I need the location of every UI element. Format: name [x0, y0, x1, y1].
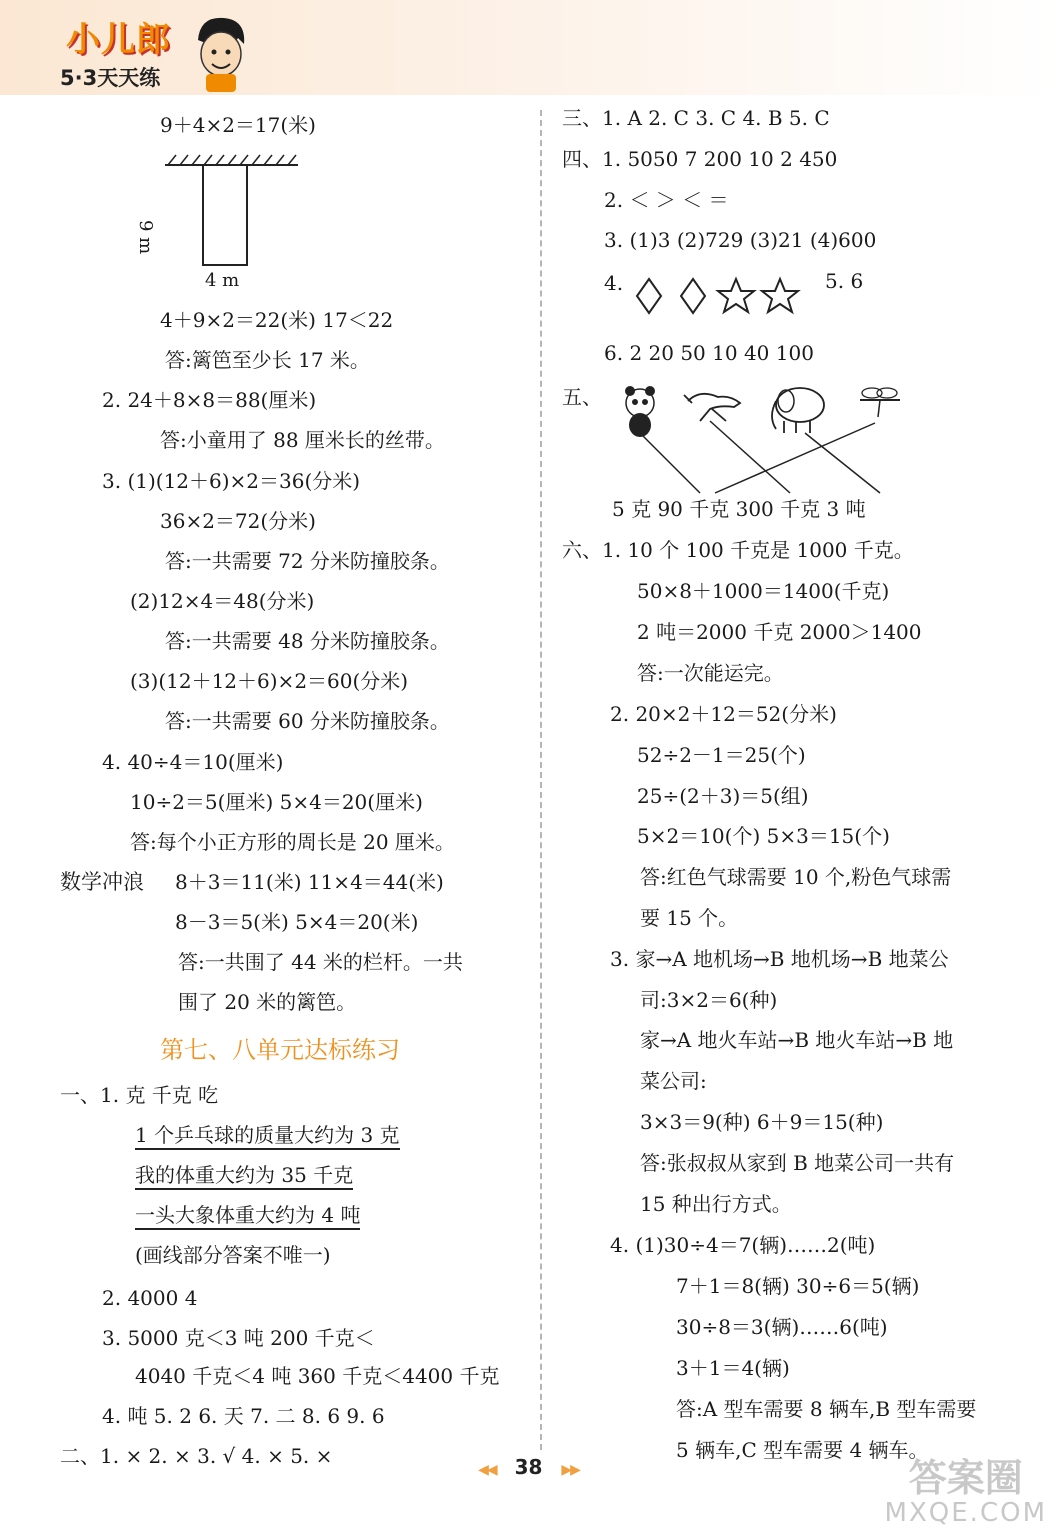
right-line: 2. ＜ ＞ ＜ ＝: [604, 188, 729, 212]
left-line: 4. 40÷4＝10(厘米): [102, 750, 284, 774]
panda-icon: [625, 386, 655, 437]
right-line: 四、1. 5050 7 200 10 2 450: [562, 147, 838, 171]
unit-line: (画线部分答案不唯一): [135, 1243, 331, 1267]
page-number: 38: [514, 1455, 543, 1479]
brand-title: 小儿郎: [66, 20, 171, 60]
right-line: 25÷(2＋3)＝5(组): [637, 784, 809, 808]
unit-line: 4. 吨 5. 2 6. 天 7. 二 8. 6 9. 6: [102, 1404, 385, 1428]
left-line: 答:篱笆至少长 17 米。: [165, 348, 370, 372]
right-line: 2 吨＝2000 千克 2000＞1400: [637, 620, 922, 644]
right-line: 3. 家→A 地机场→B 地机场→B 地菜公: [610, 947, 949, 971]
left-line: 答:一共需要 72 分米防撞胶条。: [165, 549, 450, 573]
left-line: 2. 24＋8×8＝88(厘米): [102, 388, 317, 412]
underlined-answer: 一头大象体重大约为 4 吨: [135, 1203, 360, 1230]
unit-line: [135, 1122, 400, 1148]
right-line: 4. (1)30÷4＝7(辆)……2(吨): [610, 1233, 876, 1257]
right-line: 6. 2 20 50 10 40 100: [604, 341, 814, 365]
right-line: 要 15 个。: [640, 906, 739, 930]
right-line: 答:红色气球需要 10 个,粉色气球需: [640, 865, 952, 889]
elephant-icon: [772, 388, 824, 433]
next-arrows-icon: ▶▶: [561, 1462, 579, 1478]
watermark: [885, 1458, 1047, 1528]
right-line: 5 辆车,C 型车需要 4 辆车。: [676, 1438, 929, 1462]
right-line: 5 克 90 千克 300 千克 3 吨: [612, 497, 866, 521]
unit-line: 2. 4000 4: [102, 1286, 198, 1310]
right-line: 五、: [562, 385, 602, 409]
unit-line: 4040 千克＜4 吨 360 千克＜4400 千克: [135, 1364, 500, 1388]
unit-line: 3. 5000 克＜3 吨 200 千克＜: [102, 1326, 375, 1350]
brand-subtitle: 5·3天天练: [60, 66, 161, 90]
right-line: 2. 20×2＋12＝52(分米): [610, 702, 837, 726]
right-line: 答:一次能运完。: [637, 661, 784, 685]
left-line: 答:一共需要 60 分米防撞胶条。: [165, 709, 450, 733]
right-line: 5. 6: [825, 269, 864, 293]
left-line: 8＋3＝11(米) 11×4＝44(米): [175, 870, 444, 894]
left-line: 9＋4×2＝17(米): [160, 113, 316, 137]
right-line: 4.: [604, 271, 624, 295]
unit-line: 二、1. × 2. × 3. √ 4. × 5. ×: [60, 1444, 333, 1468]
left-line: 答:每个小正方形的周长是 20 厘米。: [130, 830, 455, 854]
prev-arrows-icon: ◀◀: [478, 1462, 496, 1478]
right-line: 三、1. A 2. C 3. C 4. B 5. C: [562, 106, 830, 130]
unit-line: 一、1. 克 千克 吃: [60, 1083, 219, 1107]
left-line: 10÷2＝5(厘米) 5×4＝20(厘米): [130, 790, 423, 814]
right-line: 7＋1＝8(辆) 30÷6＝5(辆): [676, 1274, 920, 1298]
right-line: 30÷8＝3(辆)……6(吨): [676, 1315, 888, 1339]
math-surf-label: 数学冲浪: [60, 870, 144, 894]
right-line: 5×2＝10(个) 5×3＝15(个): [637, 824, 890, 848]
left-line: 8－3＝5(米) 5×4＝20(米): [175, 910, 419, 934]
left-line: 答:小童用了 88 厘米长的丝带。: [160, 428, 445, 452]
unit-line: [135, 1202, 360, 1228]
underlined-answer: 我的体重大约为 35 千克: [135, 1163, 353, 1190]
right-line: 3. (1)3 (2)729 (3)21 (4)600: [604, 228, 877, 252]
watermark-line1: 答案圈: [908, 1456, 1023, 1500]
right-line: 答:张叔叔从家到 B 地菜公司一共有: [640, 1151, 955, 1175]
mascot-icon: [190, 14, 252, 92]
diagram-height-label: 9 m: [135, 220, 156, 255]
right-line: 3×3＝9(种) 6＋9＝15(种): [640, 1110, 884, 1134]
left-line: (3)(12＋12＋6)×2＝60(分米): [130, 669, 409, 693]
left-line: 答:一共围了 44 米的栏杆。一共: [178, 950, 463, 974]
left-line: 围了 20 米的篱笆。: [178, 990, 357, 1014]
horse-icon: [684, 394, 740, 421]
watermark-line2: MXQE.COM: [884, 1498, 1047, 1528]
left-line: (2)12×4＝48(分米): [130, 589, 315, 613]
right-line: 15 种出行方式。: [640, 1192, 792, 1216]
right-line: 50×8＋1000＝1400(千克): [637, 579, 890, 603]
section-title: 第七、八单元达标练习: [160, 1036, 400, 1064]
brand-logo: [60, 12, 260, 97]
left-line: 答:一共需要 48 分米防撞胶条。: [165, 629, 450, 653]
right-line: 答:A 型车需要 8 辆车,B 型车需要: [676, 1397, 977, 1421]
left-line: 4＋9×2＝22(米) 17＜22: [160, 308, 394, 332]
right-line: 菜公司:: [640, 1069, 707, 1093]
right-line: 家→A 地火车站→B 地火车站→B 地: [640, 1028, 954, 1052]
matching-diagram: [600, 375, 920, 500]
shape-answers: [633, 276, 808, 316]
unit-line: [135, 1162, 353, 1188]
diagram-width-label: 4 m: [205, 270, 240, 291]
column-divider: [540, 110, 542, 1450]
underlined-answer: 1 个乒乓球的质量大约为 3 克: [135, 1123, 400, 1150]
right-line: 52÷2－1＝25(个): [637, 743, 806, 767]
left-line: 36×2＝72(分米): [160, 509, 316, 533]
right-line: 3＋1＝4(辆): [676, 1356, 790, 1380]
right-line: 六、1. 10 个 100 千克是 1000 千克。: [562, 538, 914, 562]
dragonfly-icon: [860, 388, 900, 417]
left-line: 3. (1)(12＋6)×2＝36(分米): [102, 469, 361, 493]
right-line: 司:3×2＝6(种): [640, 988, 778, 1012]
